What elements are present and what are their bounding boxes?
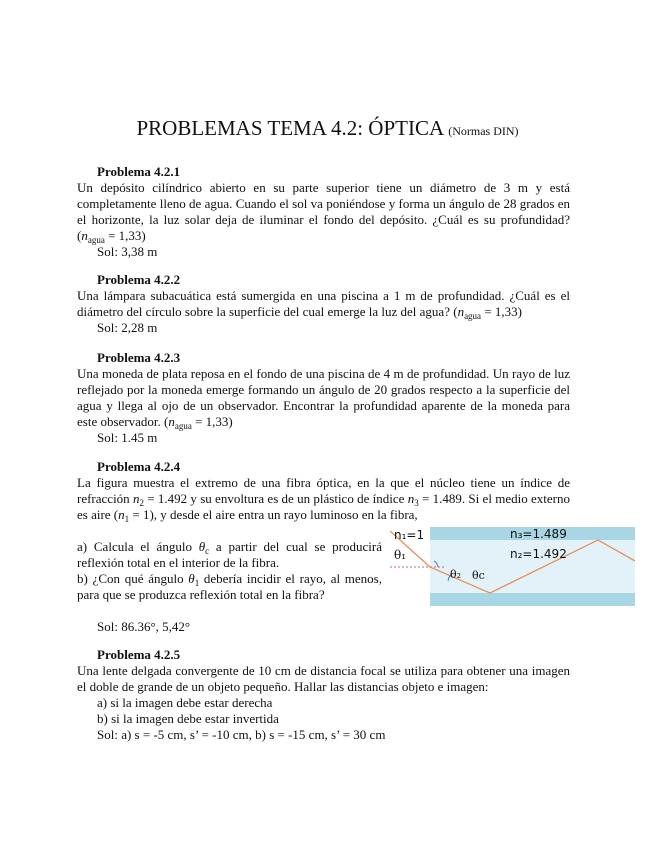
n1-label: n₁=1 [394,528,425,542]
problem-heading: Problema 4.2.3 [97,350,181,365]
n-subscript: agua [87,235,105,245]
solution: Sol: 86.36°, 5,42° [97,619,191,634]
theta-subscript: c [205,546,210,556]
theta-symbol: θ [188,571,195,586]
problem-heading: Problema 4.2.4 [97,459,181,474]
problem-4-2-2 [77,272,570,336]
statement-text: = 1), y desde el aire entra un rayo luminoso en la fibra, [129,507,418,522]
problem-statement [77,366,570,430]
solution: Sol: a) s = -5 cm, s’ = -10 cm, b) s = -15 cm, s’ = 30 cm [97,727,386,742]
question-a [77,539,382,571]
theta-symbol: θ [198,539,206,554]
statement-text: = 1.492 y su envoltura es de un plástico de índice [143,491,408,506]
statement-text-end: = 1,33) [481,304,522,319]
problem-heading: Problema 4.2.2 [97,272,181,287]
question-text: b) ¿Con qué ángulo [77,571,189,586]
problem-statement [77,288,570,320]
n2-label: n₂=1.492 [510,547,567,561]
solution: Sol: 3,38 m [97,244,158,259]
n3-subscript: 3 [414,498,419,508]
part-a: a) si la imagen debe estar derecha [97,695,273,710]
question-text: debería incidir el rayo, al menos, para que se produzca reflexión total en la fibra? [77,571,382,602]
statement-text: Un depósito cilíndrico abierto en su parte superior tiene un diámetro de 3 m y está completamente lleno de agua. Cuando el sol va poniéndose y forma un ángulo de 28 grados en el horizonte, la luz solar deja de iluminar el fondo del depósito. ¿Cuál es su profundidad? ( [77,180,570,243]
questions [77,539,382,635]
problem-statement [77,180,570,244]
problem-4-2-3 [77,350,570,446]
theta2-label: θ₂ [450,568,462,581]
n-symbol: n [168,414,175,429]
statement-text: La figura muestra el extremo de una fibra óptica, en la que el núcleo tiene un índice de refracción [77,475,570,506]
n-symbol: n [457,304,465,319]
statement-text-end: = 1,33) [191,414,233,429]
theta1-label: θ₁ [394,548,407,562]
n1-symbol: n [118,507,125,522]
part-b: b) si la imagen debe estar invertida [97,711,279,726]
statement-text: Una lámpara subacuática está sumergida en una piscina a 1 m de profundidad. ¿Cuál es el diámetro del círculo sobre la superficie del cual emerge la luz del agua? ( [77,288,570,319]
n-subscript: agua [464,311,482,321]
question-b [77,571,382,603]
problem-statement [77,475,570,523]
theta-subscript: 1 [194,578,200,588]
n-subscript: agua [174,421,192,431]
n3-symbol: n [407,491,415,506]
statement-text: Una moneda de plata reposa en el fondo de una piscina de 4 m de profundidad. Un rayo de luz reflejado por la moneda emerge formando un ángulo de 20 grados respecto a la superficie del agua y llega al ojo de un observador. Encontrar la profundidad aparente de la moneda para este observador. ( [77,366,570,429]
n2-subscript: 2 [139,498,144,508]
solution: Sol: 2,28 m [97,320,158,335]
cladding-bottom [430,593,635,606]
solution: Sol: 1.45 m [97,430,158,445]
problem-4-2-1 [77,164,570,260]
problem-statement: Una lente delgada convergente de 10 cm de distancia focal se utiliza para obtener una imagen el doble de grande de un objeto pequeño. Hallar las distancias objeto e imagen: [77,663,570,694]
page-title [0,116,655,141]
thetac-label: θc [472,569,485,582]
optical-fiber-figure [390,523,635,611]
title-main: PROBLEMAS TEMA 4.2: ÓPTICA [136,116,443,140]
statement-text: = 1.489. Si el medio externo es aire ( [77,491,570,522]
title-note: (Normas DIN) [448,124,519,138]
question-text: a partir del cual se producirá reflexión total en el interior de la fibra. [77,539,382,570]
problem-4-2-5 [77,647,570,743]
n-symbol: n [81,228,88,243]
problem-heading: Problema 4.2.1 [97,164,181,179]
n2-symbol: n [132,491,140,506]
statement-text-end: = 1,33) [104,228,146,243]
question-text: a) Calcula el ángulo [77,539,199,554]
problem-heading: Problema 4.2.5 [97,647,181,662]
n1-subscript: 1 [124,514,130,524]
n3-label: n₃=1.489 [510,527,567,541]
